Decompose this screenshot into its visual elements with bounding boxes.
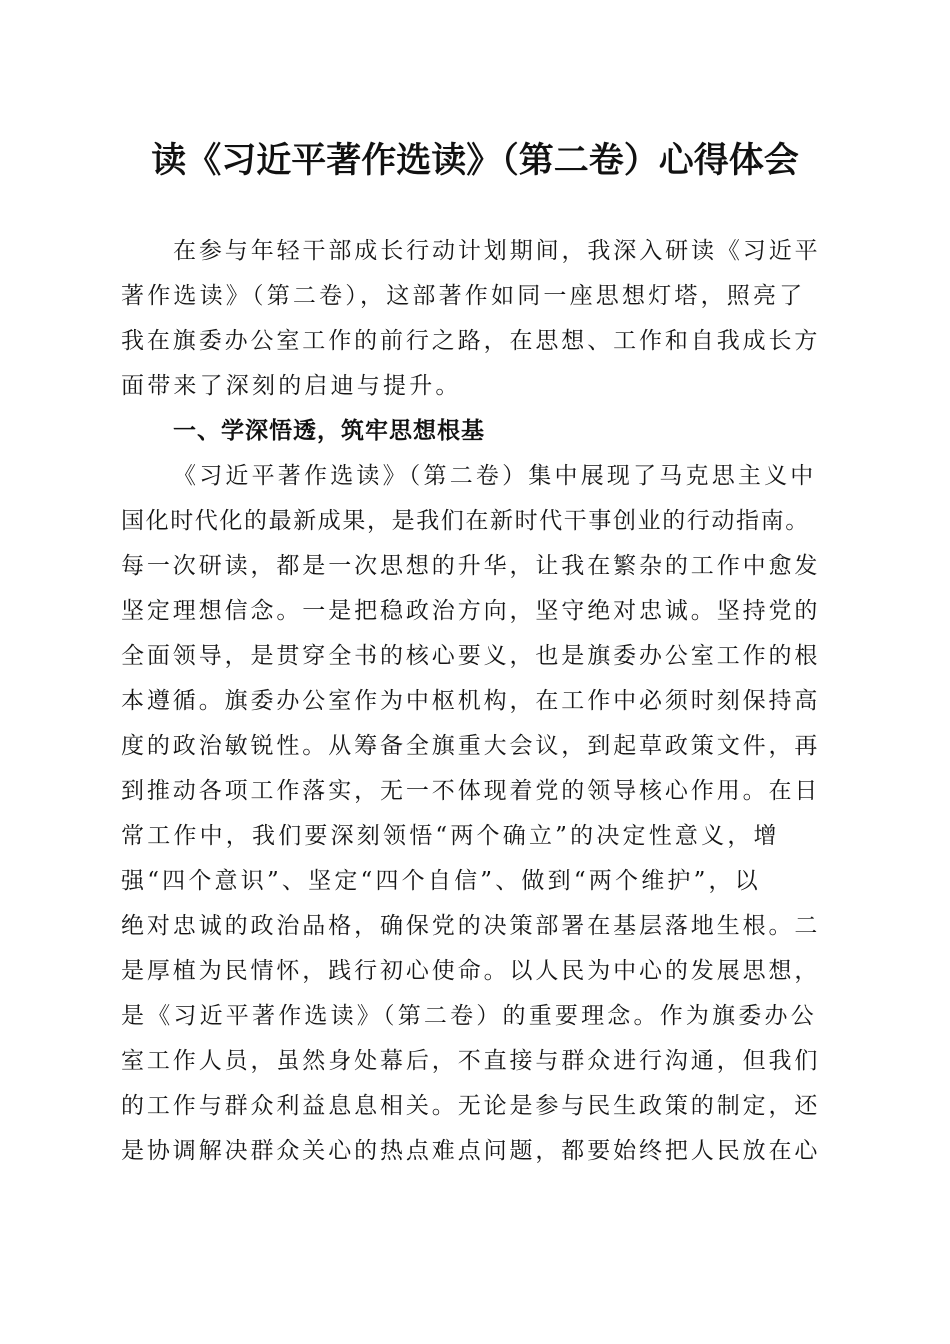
section1-line: 度的政治敏锐性。从筹备全旗重大会议，到起草政策文件，再 — [121, 733, 821, 759]
section-heading: 一、学深悟透，筑牢思想根基 — [173, 418, 485, 444]
section1-line: 是厚植为民情怀，践行初心使命。以人民为中心的发展思想， — [121, 958, 821, 984]
intro-line: 在参与年轻干部成长行动计划期间，我深入研读《习近平 — [173, 238, 821, 264]
section1-line: 全面领导，是贯穿全书的核心要义，也是旗委办公室工作的根 — [121, 643, 821, 669]
section1-line: 的工作与群众利益息息相关。无论是参与民生政策的制定，还 — [121, 1093, 821, 1119]
section1-line: 国化时代化的最新成果，是我们在新时代干事创业的行动指南。 — [121, 508, 810, 534]
section1-line: 是《习近平著作选读》（第二卷）的重要理念。作为旗委办公 — [121, 1003, 817, 1029]
section1-line: 强“四个意识”、坚定“四个自信”、做到“两个维护”，以 — [121, 868, 761, 894]
intro-line: 著作选读》（第二卷），这部著作如同一座思想灯塔，照亮了 — [121, 283, 806, 309]
section1-line: 坚定理想信念。一是把稳政治方向，坚守绝对忠诚。坚持党的 — [121, 598, 821, 624]
intro-line: 我在旗委办公室工作的前行之路，在思想、工作和自我成长方 — [121, 328, 821, 354]
intro-line: 面带来了深刻的启迪与提升。 — [121, 373, 462, 399]
section1-line: 到推动各项工作落实，无一不体现着党的领导核心作用。在日 — [121, 778, 821, 804]
section1-line: 本遵循。旗委办公室作为中枢机构，在工作中必须时刻保持高 — [121, 688, 821, 714]
section1-line: 是协调解决群众关心的热点难点问题，都要始终把人民放在心 — [121, 1138, 821, 1164]
section1-line: 常工作中，我们要深刻领悟“两个确立”的决定性意义，增 — [121, 823, 780, 849]
intro-paragraph — [121, 236, 827, 416]
section1-paragraph — [121, 461, 827, 1181]
document-title: 读《习近平著作选读》（第二卷）心得体会 — [151, 141, 799, 181]
section1-line: 室工作人员，虽然身处幕后，不直接与群众进行沟通，但我们 — [121, 1048, 821, 1074]
section1-line: 每一次研读，都是一次思想的升华，让我在繁杂的工作中愈发 — [121, 553, 821, 579]
section1-line: 《习近平著作选读》（第二卷）集中展现了马克思主义中 — [173, 463, 817, 489]
section1-line: 绝对忠诚的政治品格，确保党的决策部署在基层落地生根。二 — [121, 913, 821, 939]
